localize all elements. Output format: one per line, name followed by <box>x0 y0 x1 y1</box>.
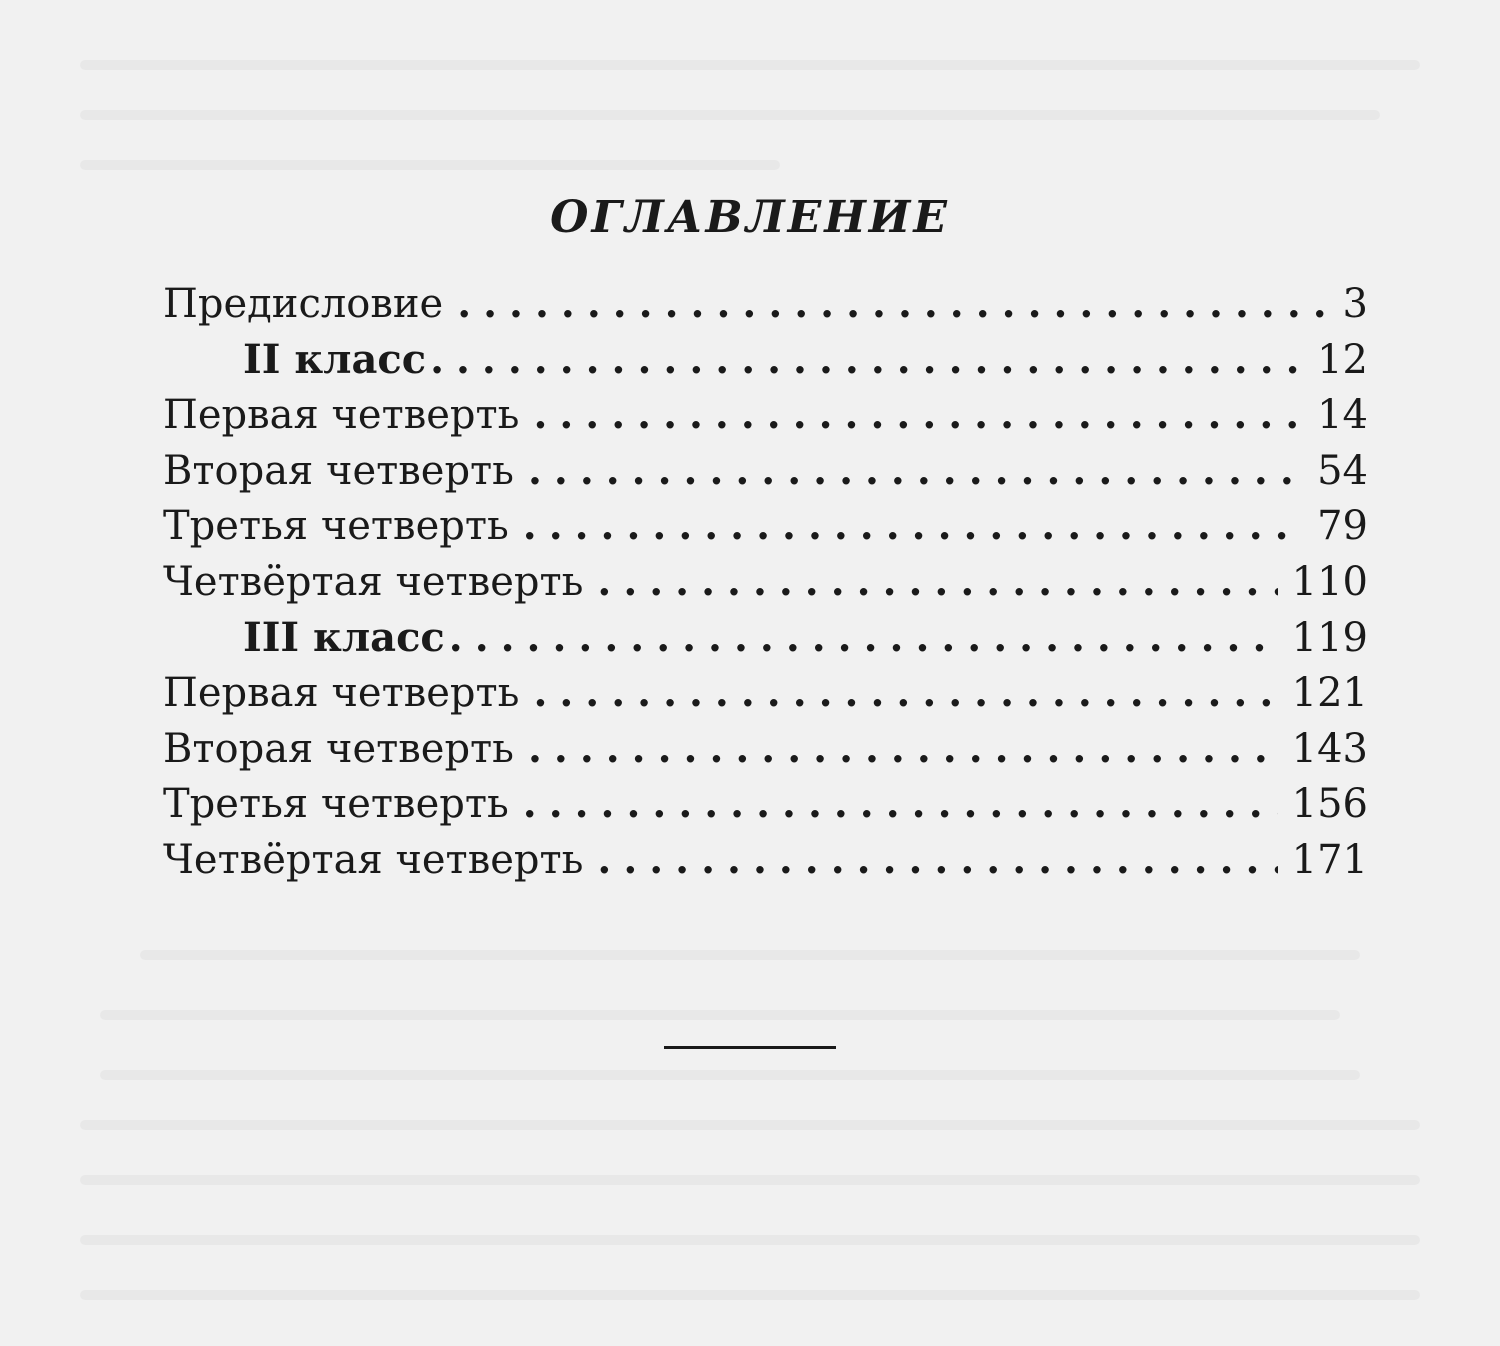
dot-leader <box>457 276 1324 331</box>
toc-grade-heading <box>163 332 1368 388</box>
toc-page-number: 14 <box>1317 392 1368 439</box>
dot-leader <box>449 610 1278 665</box>
dot-leader <box>533 665 1277 720</box>
toc-entry <box>163 554 1368 610</box>
table-of-contents <box>163 276 1368 888</box>
toc-page-number: 156 <box>1291 781 1368 828</box>
toc-page-number: 54 <box>1317 447 1368 494</box>
dot-leader <box>523 776 1278 831</box>
toc-page-number: 79 <box>1317 503 1368 550</box>
toc-entry-label: Третья четверть <box>163 781 509 828</box>
toc-entry-label: Вторая четверть <box>163 725 514 772</box>
toc-entry <box>163 832 1368 888</box>
toc-entry <box>163 276 1368 332</box>
dot-leader <box>597 832 1277 887</box>
dot-leader <box>597 554 1277 609</box>
toc-entry <box>163 721 1368 777</box>
toc-entry <box>163 387 1368 443</box>
toc-entry-label: Первая четверть <box>163 670 520 717</box>
dot-leader <box>523 498 1303 553</box>
dot-leader <box>528 721 1278 776</box>
dot-leader <box>533 387 1303 442</box>
toc-entry-label: III класс <box>243 613 445 661</box>
toc-page-number: 121 <box>1291 670 1368 717</box>
toc-entry-label: Третья четверть <box>163 503 509 550</box>
toc-entry-label: Предисловие <box>163 281 444 327</box>
toc-entry <box>163 665 1368 721</box>
toc-entry-label: Первая четверть <box>163 392 520 439</box>
dot-leader <box>528 443 1303 498</box>
toc-grade-heading <box>163 610 1368 666</box>
toc-entry <box>163 498 1368 554</box>
toc-entry <box>163 776 1368 832</box>
toc-page-number: 12 <box>1317 336 1368 383</box>
page-title: ОГЛАВЛЕНИЕ <box>550 192 950 243</box>
toc-page-number: 171 <box>1291 836 1368 883</box>
dot-leader <box>430 332 1303 387</box>
toc-page-number: 119 <box>1291 614 1368 661</box>
toc-entry-label: Вторая четверть <box>163 447 514 494</box>
toc-entry-label: Четвёртая четверть <box>163 558 584 605</box>
toc-entry <box>163 443 1368 499</box>
toc-page-number: 110 <box>1291 558 1368 605</box>
toc-page-number: 143 <box>1291 725 1368 772</box>
toc-entry-label: Четвёртая четверть <box>163 836 584 883</box>
toc-entry-label: II класс <box>243 335 427 383</box>
section-divider <box>664 1046 836 1049</box>
toc-page-number: 3 <box>1342 281 1368 327</box>
